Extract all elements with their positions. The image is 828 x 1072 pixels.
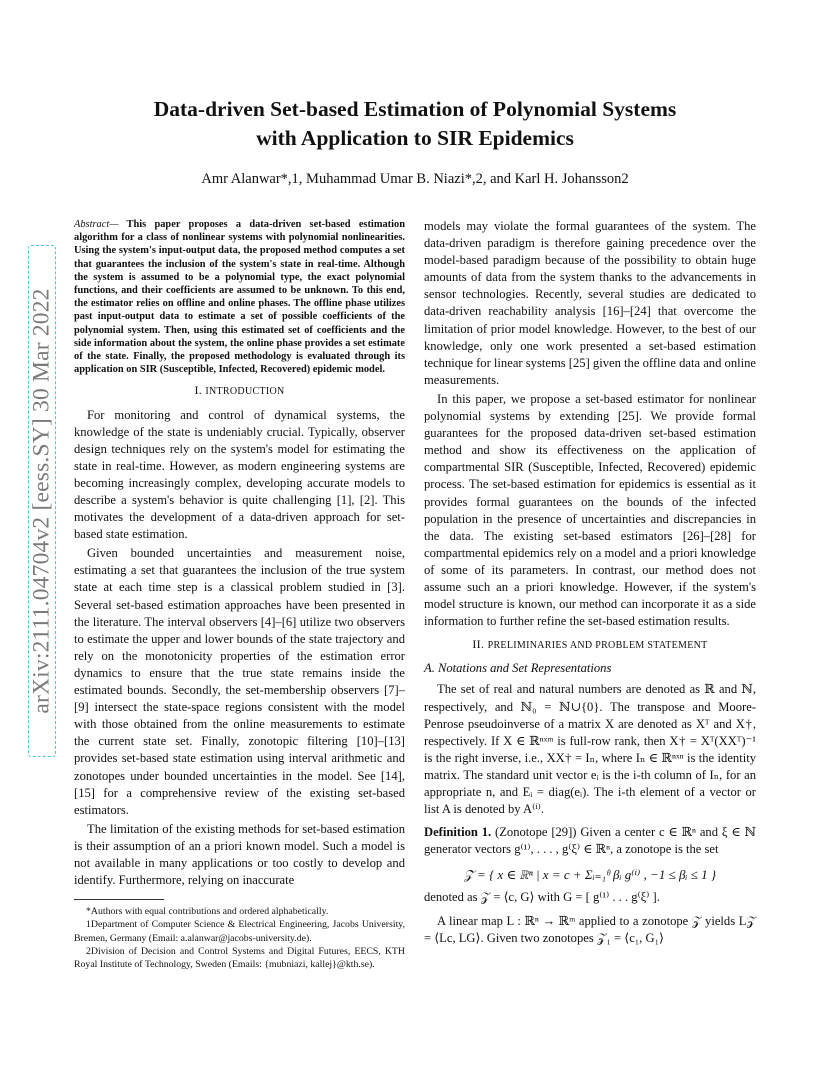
left-column (74, 218, 405, 971)
footnote-affiliation-2: 2Division of Decision and Control Systems and Digital Futures, EECS, KTH Royal Institute of Technology, Sweden (Emails: {mubniazi, kallej}@kth.se). (74, 945, 405, 970)
paper-title (100, 95, 730, 153)
abstract (74, 218, 405, 376)
section-title: INTRODUCTION (205, 386, 285, 398)
arxiv-identifier: arXiv:2111.04704v2 [eess.SY] 30 Mar 2022 (28, 288, 55, 714)
definition-label: Definition 1. (424, 825, 492, 840)
intro-paragraph-5: In this paper, we propose a set-based estimator for nonlinear polynomial systems by extending [25]. We provide formal guarantees for the proposed data-driven set-based estimation method and show its effectiveness on the application of compartmental SIR (Susceptible, Infected, Recovered) epidemic process. The set-based estimation for epidemics is essential as it provides formal guarantees on the bounds of the infected population in the presence of uncertainties and discrepancies in the data. The existing set-based estimators [26]–[28] for compartmental epidemics rely on a model and a priori knowledge of some of its parameters. In contrast, our method does not assume such an a priori knowledge. However, if the system's model structure is known, our method can incorporate it as a side information to further refine the set-based estimation results. (424, 391, 756, 629)
section-heading-introduction (74, 382, 405, 400)
footnote-affiliation-1: 1Department of Computer Science & Electrical Engineering, Jacobs University, Bremen, Germany (Email: a.alanwar@jacobs-university.de). (74, 919, 405, 944)
section-title: PRELIMINARIES AND PROBLEM STATEMENT (487, 640, 708, 652)
abstract-text: This paper proposes a data-driven set-based estimation algorithm for a class of nonlinear systems with polynomial nonlinearities. Using the system's input-output data, the proposed method computes a set that guarantees the inclusion of the system's state in real-time. Although the system is assumed to be a polynomial type, the exact polynomial functions, and their coefficients are assumed to be unknown. To this end, the estimator relies on offline and online phases. The offline phase utilizes past input-output data to estimate a set of possible coefficients of the polynomial system. Then, using this estimated set of coefficients and the side information about the system, the online phase provides a set estimate of the state. Finally, the proposed methodology is evaluated through its application on SIR (Susceptible, Infected, Recovered) epidemic model. (74, 219, 405, 376)
notations-paragraph: The set of real and natural numbers are denoted as ℝ and ℕ, respectively, and ℕ₀ = ℕ∪{0}. The transpose and Moore-Penrose pseudoinverse of a matrix X are denoted as Xᵀ and X†, respectively. If X ∈ ℝⁿˣᵐ is full-row rank, then X† = Xᵀ(XXᵀ)⁻¹ is the right inverse, i.e., XX† = Iₙ, where Iₙ ∈ ℝⁿˣⁿ is the identity matrix. The standard unit vector eᵢ is the i-th column of Iₙ, for an appropriate n, and Eᵢ = diag(eᵢ). The i-th element of a vector or list A is denoted by A⁽ⁱ⁾. (424, 682, 756, 817)
arxiv-identifier-box (28, 245, 56, 757)
zonotope-notation: denoted as 𝒵 = ⟨c, G⟩ with G = [ g⁽¹⁾ . . . g⁽ξ⁾ ]. (424, 890, 660, 905)
definition-zonotope (424, 824, 756, 858)
author-list: Amr Alanwar*,1, Muhammad Umar B. Niazi*,2, and Karl H. Johansson2 (201, 171, 629, 187)
section-heading-preliminaries (424, 636, 756, 654)
intro-paragraph-1: For monitoring and control of dynamical systems, the knowledge of the state is undeniably crucial. Typically, observer design techniques rely on the system's model for estimating the state in real-time. However, as modern engineering systems are becoming increasingly complex, developing accurate models to describe a system's behavior is quite challenging [1], [2]. This motivates the development of a data-driven approach for set-based state estimation. (74, 407, 405, 542)
section-number: II. (472, 637, 488, 652)
intro-paragraph-3: The limitation of the existing methods for set-based estimation is their assumption of an a priori known model. Such a model is not available in many applications or too costly to develop and identify. Furthermore, relying on inaccurate (74, 821, 405, 888)
intro-paragraph-4: models may violate the formal guarantees of the system. The data-driven paradigm is therefore gaining precedence over the model-based paradigm because of the possibility to obtain huge amounts of data from the system thanks to the advancements in sensor technologies. Recently, several studies are dedicated to data-driven reachability analysis [16]–[24] that overcome the limitation of prior model knowledge. However, to the best of our knowledge, only one work presented a set-based estimation technique for linear systems [25] given the offline data and online measurements. (424, 219, 757, 387)
title-line-1: Data-driven Set-based Estimation of Polynomial Systems (153, 97, 677, 121)
footnote-equal-contribution: *Authors with equal contributions and ordered alphabetically. (86, 906, 329, 918)
linear-map-paragraph: A linear map L : ℝⁿ → ℝᵐ applied to a zonotope 𝒵 yields L𝒵 = ⟨Lc, LG⟩. Given two zonotopes 𝒵₁ = ⟨c₁, G₁⟩ (424, 913, 756, 945)
subsection-heading-notations: A. Notations and Set Representations (424, 661, 612, 676)
footnotes (74, 905, 405, 971)
abstract-label: Abstract— (74, 219, 119, 230)
right-column (424, 218, 756, 949)
zonotope-equation: 𝒵 = { x ∈ ℝⁿ | x = c + Σᵢ₌₁ᶿ βᵢ g⁽ⁱ⁾ , −1 ≤ βᵢ ≤ 1 } (463, 867, 717, 883)
section-number: I. (194, 383, 206, 398)
intro-paragraph-2: Given bounded uncertainties and measurement noise, estimating a set that guarantees the inclusion of the true system state at each time step is a classical problem studied in [3]. Several set-based estimation approaches have been presented in the literature. The interval observers [4]–[6] utilize two observers to estimate the upper and lower bounds of the state trajectory and rely on the monotonicity properties of the estimation error dynamics to ensure that the true state remains inside the estimated bounds. Secondly, the set-membership observers [7]–[9] intersect the state-space regions consistent with the model with those obtained from the online measurements to estimate the current state set. Finally, zonotopic filtering [10]–[13] provides set-based state estimation using interval arithmetic and zonotopes under bounded uncertainties in the model. See [14], [15] for a comprehensive review of the existing set-based estimators. (74, 546, 405, 817)
footnote-divider (74, 899, 164, 900)
title-line-2: with Application to SIR Epidemics (256, 126, 574, 150)
definition-text: (Zonotope [29]) Given a center c ∈ ℝⁿ and ξ ∈ ℕ generator vectors g⁽¹⁾, . . . , g⁽ξ⁾ ∈ ℝⁿ, a zonotope is the set (424, 825, 756, 857)
